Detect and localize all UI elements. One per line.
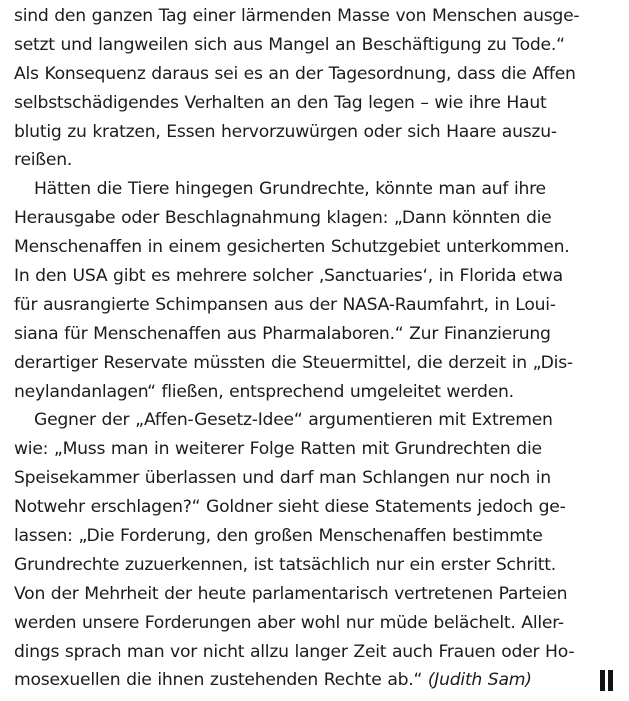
text-line: blutig zu kratzen, Essen hervorzuwürgen oder sich Haare auszu-: [14, 121, 557, 142]
text-line: Speisekammer überlassen und darf man Schlangen nur noch in: [14, 468, 551, 489]
text-line: In den USA gibt es mehrere solcher ‚Sanctuaries‘, in Florida etwa: [14, 266, 563, 287]
text-line: Menschenaffen in einem gesicherten Schutzgebiet unterkommen.: [14, 237, 570, 258]
text-line-fragment: mosexuellen die ihnen zustehenden Rechte ab.“: [14, 670, 428, 691]
text-line: neylandanlagen“ fließen, entsprechend umgeleitet werden.: [14, 381, 514, 402]
text-line: werden unsere Forderungen aber wohl nur müde belächelt. Aller-: [14, 612, 564, 633]
article-text: [14, 0, 614, 695]
text-line: Von der Mehrheit der heute parlamentarisch vertretenen Parteien: [14, 583, 568, 604]
text-line: Hätten die Tiere hingegen Grundrechte, könnte man auf ihre: [34, 179, 546, 200]
text-line: Gegner der „Affen-Gesetz-Idee“ argumentieren mit Extremen: [34, 410, 553, 431]
text-line: siana für Menschenaffen aus Pharmalaboren.“ Zur Finanzierung: [14, 323, 551, 344]
text-line: lassen: „Die Forderung, den großen Menschenaffen bestimmte: [14, 526, 543, 547]
text-line: Herausgabe oder Beschlagnahmung klagen: „Dann könnten die: [14, 208, 552, 229]
text-line: derartiger Reservate müssten die Steuermittel, die derzeit in „Dis-: [14, 352, 573, 373]
end-of-article-icon: [600, 670, 614, 691]
text-line: setzt und langweilen sich aus Mangel an Beschäftigung zu Tode.“: [14, 34, 565, 55]
author-credit: (Judith Sam): [427, 670, 532, 691]
text-line: Grundrechte zuzuerkennen, ist tatsächlich nur ein erster Schritt.: [14, 554, 556, 575]
text-line: Als Konsequenz daraus sei es an der Tagesordnung, dass die Affen: [14, 63, 576, 84]
text-line: dings sprach man vor nicht allzu langer Zeit auch Frauen oder Ho-: [14, 641, 575, 662]
last-text-line: [14, 666, 614, 695]
text-line: Notwehr erschlagen?“ Goldner sieht diese Statements jedoch ge-: [14, 497, 566, 518]
text-line: für ausrangierte Schimpansen aus der NASA-Raumfahrt, in Loui-: [14, 294, 556, 315]
text-line: wie: „Muss man in weiterer Folge Ratten mit Grundrechten die: [14, 439, 542, 460]
text-line: selbstschädigendes Verhalten an den Tag legen – wie ihre Haut: [14, 92, 547, 113]
text-line: reißen.: [14, 150, 73, 171]
text-line: sind den ganzen Tag einer lärmenden Masse von Menschen ausge-: [14, 6, 580, 26]
